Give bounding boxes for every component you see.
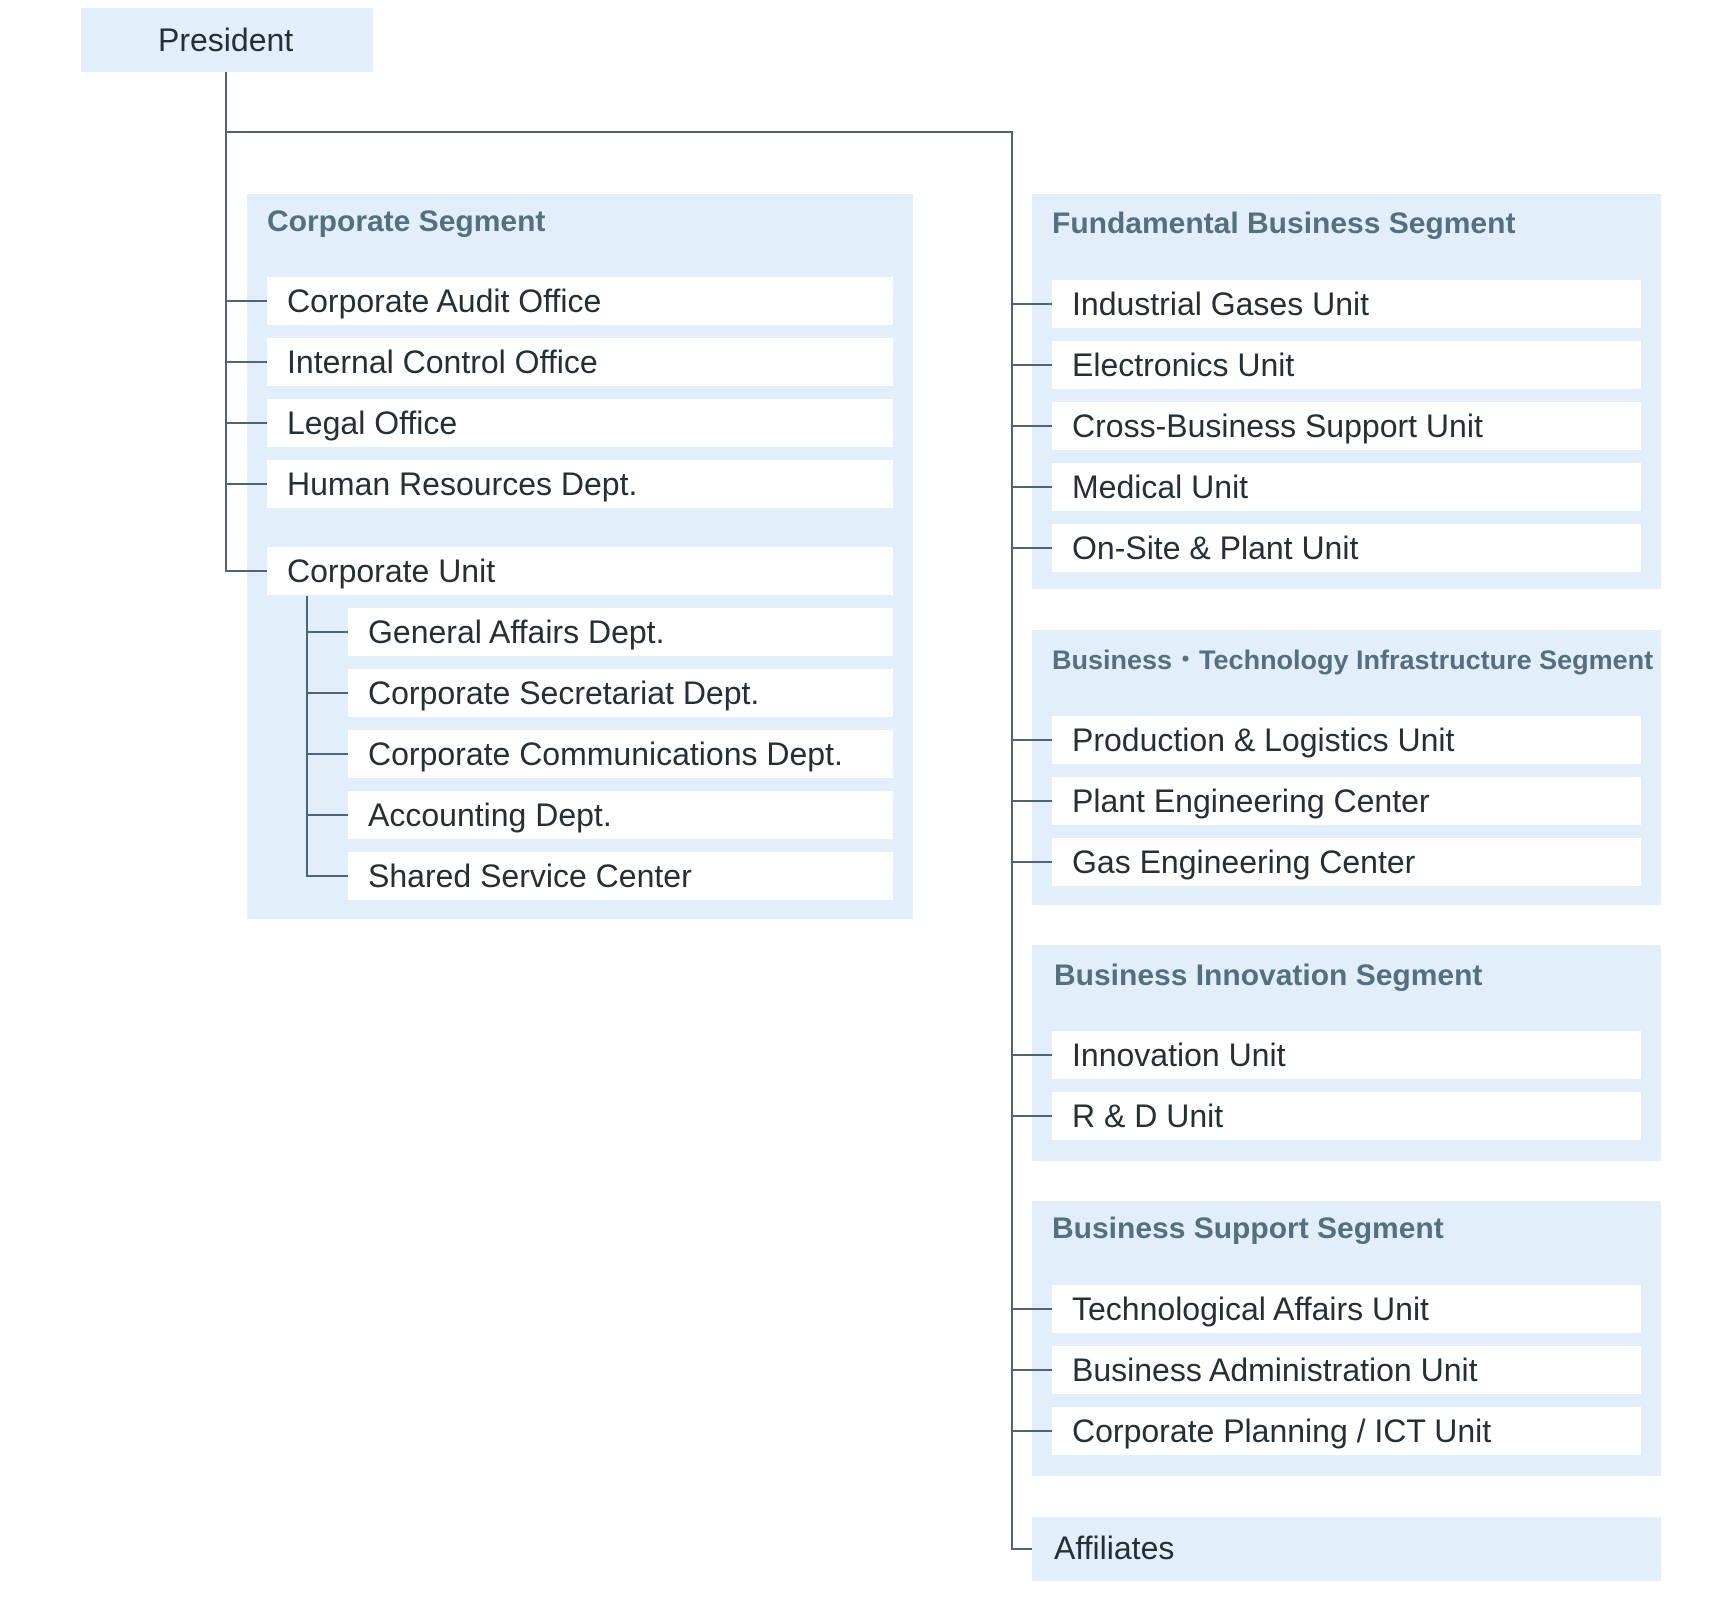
corporate-unit bbox=[267, 547, 893, 595]
president-trunk bbox=[225, 72, 227, 572]
branch-connector bbox=[225, 361, 267, 363]
branch-bar bbox=[225, 131, 1013, 133]
item-label: On-Site & Plant Unit bbox=[1072, 530, 1359, 566]
plant-engineering-center bbox=[1052, 777, 1641, 825]
support-segment-title: Business Support Segment bbox=[1052, 1212, 1444, 1245]
sub-connector bbox=[306, 753, 348, 755]
accounting-dept bbox=[348, 791, 893, 839]
item-label: General Affairs Dept. bbox=[368, 614, 665, 650]
corporate-secretariat-dept bbox=[348, 669, 893, 717]
item-label: Internal Control Office bbox=[287, 344, 598, 380]
innovation-segment-title: Business Innovation Segment bbox=[1054, 959, 1483, 992]
branch-connector bbox=[1011, 800, 1052, 802]
technological-affairs-unit bbox=[1052, 1285, 1641, 1333]
item-label: Innovation Unit bbox=[1072, 1037, 1286, 1073]
corporate-segment-title: Corporate Segment bbox=[267, 205, 546, 238]
item-label: Corporate Secretariat Dept. bbox=[368, 675, 760, 711]
medical-unit bbox=[1052, 463, 1641, 511]
branch-connector bbox=[225, 422, 267, 424]
infrastructure-segment-title: Business・Technology Infrastructure Segment bbox=[1052, 645, 1654, 675]
item-label: Business Administration Unit bbox=[1072, 1352, 1478, 1388]
branch-connector bbox=[1011, 1308, 1052, 1310]
rd-unit bbox=[1052, 1092, 1641, 1140]
affiliates-box bbox=[1032, 1517, 1661, 1581]
branch-connector bbox=[1011, 1115, 1052, 1117]
branch-connector bbox=[225, 570, 267, 572]
item-label: Corporate Communications Dept. bbox=[368, 736, 843, 772]
item-label: Medical Unit bbox=[1072, 469, 1249, 505]
president-box bbox=[81, 8, 373, 72]
production-logistics-unit bbox=[1052, 716, 1641, 764]
item-label: Production & Logistics Unit bbox=[1072, 722, 1455, 758]
innovation-unit bbox=[1052, 1031, 1641, 1079]
president-label: President bbox=[158, 22, 294, 58]
sub-connector bbox=[306, 692, 348, 694]
branch-connector bbox=[1011, 1430, 1052, 1432]
item-label: Technological Affairs Unit bbox=[1072, 1291, 1429, 1327]
branch-connector bbox=[1011, 486, 1052, 488]
item-label: Shared Service Center bbox=[368, 858, 692, 894]
corporate-audit-office bbox=[267, 277, 893, 325]
item-label: Accounting Dept. bbox=[368, 797, 612, 833]
fundamental-segment-title: Fundamental Business Segment bbox=[1052, 207, 1516, 240]
general-affairs-dept bbox=[348, 608, 893, 656]
item-label: Corporate Unit bbox=[287, 553, 496, 589]
branch-connector bbox=[1011, 547, 1052, 549]
sub-connector bbox=[306, 631, 348, 633]
human-resources-dept bbox=[267, 460, 893, 508]
affiliates-connector bbox=[1011, 1548, 1032, 1550]
item-label: Corporate Planning / ICT Unit bbox=[1072, 1413, 1492, 1449]
item-label: Human Resources Dept. bbox=[287, 466, 638, 502]
item-label: Gas Engineering Center bbox=[1072, 844, 1416, 880]
cross-business-support-unit bbox=[1052, 402, 1641, 450]
on-site-plant-unit bbox=[1052, 524, 1641, 572]
branch-connector bbox=[1011, 1054, 1052, 1056]
corporate-communications-dept bbox=[348, 730, 893, 778]
right-trunk bbox=[1011, 131, 1013, 1550]
industrial-gases-unit bbox=[1052, 280, 1641, 328]
internal-control-office bbox=[267, 338, 893, 386]
branch-connector bbox=[1011, 425, 1052, 427]
affiliates-label: Affiliates bbox=[1054, 1530, 1175, 1566]
business-administration-unit bbox=[1052, 1346, 1641, 1394]
electronics-unit bbox=[1052, 341, 1641, 389]
legal-office bbox=[267, 399, 893, 447]
item-label: Corporate Audit Office bbox=[287, 283, 602, 319]
gas-engineering-center bbox=[1052, 838, 1641, 886]
branch-connector bbox=[1011, 303, 1052, 305]
item-label: Electronics Unit bbox=[1072, 347, 1295, 383]
branch-connector bbox=[225, 300, 267, 302]
branch-connector bbox=[225, 483, 267, 485]
branch-connector bbox=[1011, 1369, 1052, 1371]
branch-connector bbox=[1011, 364, 1052, 366]
shared-service-center bbox=[348, 852, 893, 900]
item-label: Plant Engineering Center bbox=[1072, 783, 1430, 819]
item-label: R & D Unit bbox=[1072, 1098, 1224, 1134]
branch-connector bbox=[1011, 739, 1052, 741]
corporate-planning-ict-unit bbox=[1052, 1407, 1641, 1455]
sub-connector bbox=[306, 875, 348, 877]
item-label: Industrial Gases Unit bbox=[1072, 286, 1370, 322]
item-label: Cross-Business Support Unit bbox=[1072, 408, 1483, 444]
sub-connector bbox=[306, 814, 348, 816]
item-label: Legal Office bbox=[287, 405, 458, 441]
corporate-unit-trunk bbox=[306, 596, 308, 876]
branch-connector bbox=[1011, 861, 1052, 863]
